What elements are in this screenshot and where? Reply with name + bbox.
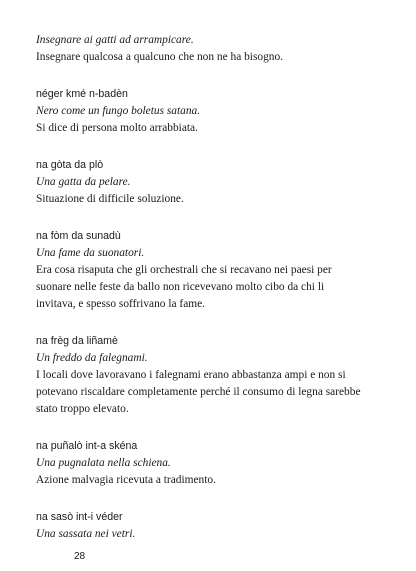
meaning-line: Era cosa risaputa che gli orchestrali che si recavano nei paesi per [36,264,332,276]
entry-2 [36,86,396,137]
meaning-line: potevano riscaldare completamente perché il consumo di legna sarebbe [36,386,361,398]
dialect-phrase: na fòm da sunadù [36,230,121,242]
meaning-line: I locali dove lavoravano i falegnami erano abbastanza ampi e non si [36,369,346,381]
meaning-line: Insegnare qualcosa a qualcuno che non ne ha bisogno. [36,51,284,63]
entry-4 [36,228,396,313]
italian-translation: Una gatta da pelare. [36,176,131,188]
entry-7 [36,509,396,543]
entry-3 [36,157,396,208]
entry-5 [36,333,396,418]
page-number: 28 [74,551,86,562]
meaning-line: stato troppo elevato. [36,403,129,415]
italian-translation: Una pugnalata nella schiena. [36,457,171,469]
italian-translation: Insegnare ai gatti ad arrampicare. [36,34,194,46]
dialect-phrase: na sasò int-i véder [36,511,123,523]
meaning-line: invitava, e spesso soffrivano la fame. [36,298,206,310]
italian-translation: Un freddo da falegnami. [36,352,148,364]
meaning-line: Si dice di persona molto arrabbiata. [36,122,198,134]
entry-6 [36,438,396,489]
meaning-line: Situazione di difficile soluzione. [36,193,184,205]
dialect-phrase: na gòta da plò [36,159,104,171]
meaning-line: suonare nelle feste da ballo non ricevevano molto cibo da chi li [36,281,325,293]
meaning-line: Azione malvagia ricevuta a tradimento. [36,474,216,486]
document-page [36,32,396,563]
dialect-phrase: néger kmé n-badèn [36,88,128,100]
italian-translation: Una fame da suonatori. [36,247,145,259]
entry-1 [36,32,396,66]
italian-translation: Una sassata nei vetri. [36,528,136,540]
italian-translation: Nero come un fungo boletus satana. [36,105,201,117]
dialect-phrase: na frèg da liñamè [36,335,118,347]
dialect-phrase: na puñalò int-a skéna [36,440,138,452]
